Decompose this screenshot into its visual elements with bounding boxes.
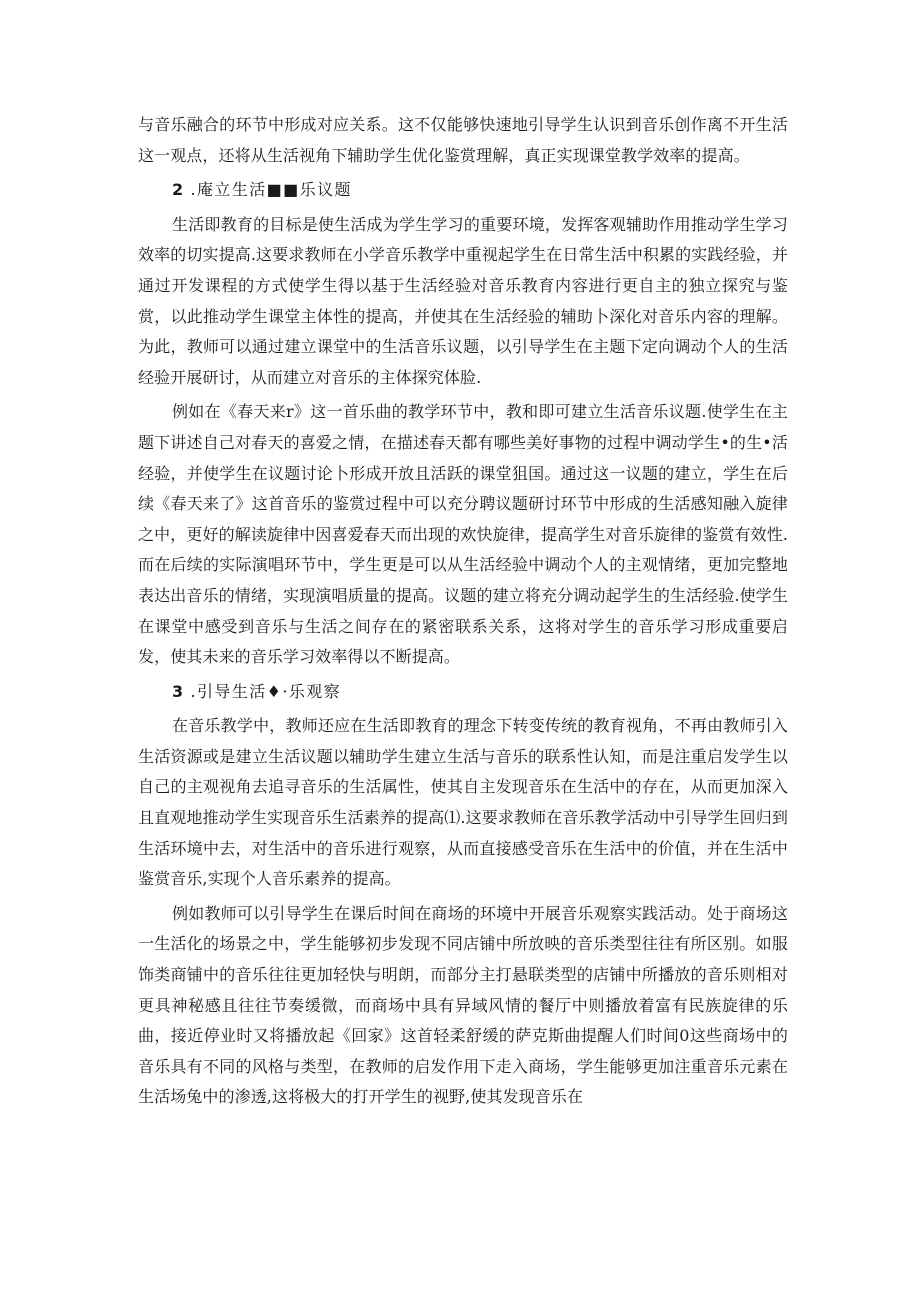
section-heading xyxy=(138,175,788,206)
body-paragraph: 例如教师可以引导学生在课后时间在商场的环境中开展音乐观察实践活动。处于商场这一生活化的场景之中，学生能够初步发现不同店铺中所放映的音乐类型往往有所区别。如服饰类商铺中的音乐往往更加轻快与明朗，而部分主打悬联类型的店铺中所播放的音乐则相对更具神秘感且往往节奏缓微，而商场中具有异域风情的餐厅中则播放着富有民族旋律的乐曲，接近停业时又将播放起《回家》这首轻柔舒缓的萨克斯曲提醒人们时间0这些商场中的音乐具有不同的风格与类型，在教师的启发作用下走入商场，学生能够更加注重音乐元素在生活场兔中的渗透,这将极大的打开学生的视野,使其发现音乐在 xyxy=(138,903,788,1107)
section-title: .庵立生活■■乐议题 xyxy=(190,180,352,200)
document-page xyxy=(138,110,788,1117)
section-title: .引导生活♦·乐观察 xyxy=(190,681,342,701)
section-heading xyxy=(138,677,788,708)
body-paragraph: 与音乐融合的环节中形成对应关系。这不仅能够快速地引导学生认识到音乐创作离不开生活这一观点，还将从生活视角下辅助学生优化鉴赏理解，真正实现课堂教学效率的提高。 xyxy=(138,115,788,165)
section-number: 2 xyxy=(172,180,185,200)
section-number: 3 xyxy=(172,681,185,701)
body-paragraph: 例如在《春天来r》这一首乐曲的教学环节中，教和即可建立生活音乐议题.使学生在主题下讲述自己对春天的喜爱之情，在描述春天都有哪些美好事物的过程中调动学生•的生•活经验，并使学生在议题讨论卜形成开放且活跃的课堂狙国。通过这一议题的建立，学生在后续《春天来了》这首音乐的鉴赏过程中可以充分聘议题研讨环节中形成的生活感知融入旋律之中，更好的解读旋律中因喜爱春天而出现的欢快旋律，提高学生对音乐旋律的鉴赏有效性.而在后续的实际演唱环节中，学生更是可以从生活经验中调动个人的主观情绪，更加完整地表达出音乐的情绪，实现演唱质量的提高。议题的建立将充分调动起学生的生活经验.使学生在课堂中感受到音乐与生活之间存在的紧密联系关系，这将对学生的音乐学习形成重要启发，使其未来的音乐学习效率得以不断提高。 xyxy=(138,402,788,667)
body-paragraph: 在音乐教学中，教师还应在生活即教育的理念下转变传统的教育视角，不再由教师引入生活资源或是建立生活议题以辅助学生建立生活与音乐的联系性认知，而是注重启发学生以自己的主观视角去追寻音乐的生活属性，使其自主发现音乐在生活中的存在，从而更加深入且直观地推动学生实现音乐生活素养的提高⑴.这要求教师在音乐教学活动中引导学生回归到生活环境中去，对生活中的音乐进行观察，从而直接感受音乐在生活中的价值，并在生活中鉴赏音乐,实现个人音乐素养的提高。 xyxy=(138,716,788,889)
body-paragraph: 生活即教育的目标是使生活成为学生学习的重要环境，发挥客观辅助作用推动学生学习效率的切实提高.这要求教师在小学音乐教学中重视起学生在日常生活中积累的实践经验，并通过开发课程的方式使学生得以基于生活经验对音乐教育内容进行更自主的独立探究与鉴赏，以此推动学生课堂主体性的提高，并使其在生活经验的辅助卜深化对音乐内容的理解。为此，教师可以通过建立课堂中的生活音乐议题，以引导学生在主题下定向调动个人的生活经验开展研讨，从而建立对音乐的主体探究体脸. xyxy=(138,214,788,387)
